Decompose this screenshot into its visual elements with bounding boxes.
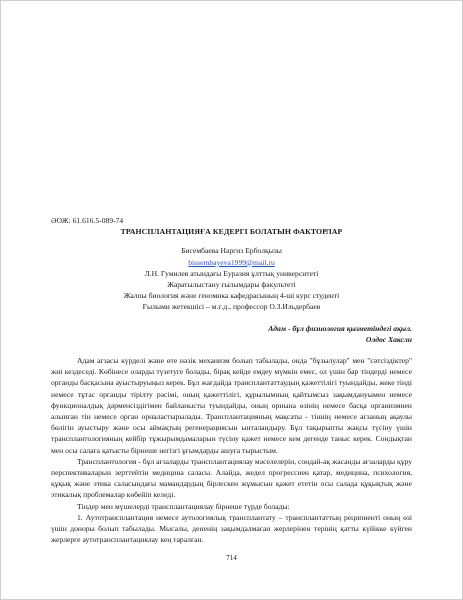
body-paragraph: Тіндер мен мүшелерді трансплантациялау бірнеше түрде болады: xyxy=(77,501,290,511)
body-paragraph: Адам ағзасы күрделі және өте нәзік механизм болып табылады, онда "бұзылулар" мен "сәтсіздіктер" жиі кездеседі. Көбінесе оларды түзетуге болады, бірақ кейде емдеу мүмкін емес, ол үшін бар тіндерді немесе органды басқасына ауыстыруыңыз керек. Бұл жағдайда трансплантаттаудың қажеттілігі туындайды, жеке тінді немесе тұтас органды тірілту рәсімі, оның қажеттілігі, құрылымның қайтымсыз зақымдануымен немесе функционалдық дәрменсіздігімен байланысты туындайды, оның орнына өзінің немесе басқа организмнен алынған тін немесе орган орналастырылады. Трансплантацияның мақсаты - тіннің немесе ағзаның ақаулы бөлігін ауыстыру және осы аймақтың регенерациясын ынталандыру. Бұл тақырыпты жақсы түсіну үшін трансплантологияның кейбір тұжырымдамаларын түсіну қажет немесе кем дегенде таныс керек. Сондықтан мен осы салаға қатысты бірнеше негізгі ұғымдарды ашуға тырыстым. xyxy=(51,356,412,455)
article-title: ТРАНСПЛАНТАЦИЯҒА КЕДЕРГІ БОЛАТЫН ФАКТОРЛАР xyxy=(120,227,343,237)
body-paragraph: 1. Аутотрансплантация немесе аутологиялық трансплантату – трансплантаттың реципиенті оның өзі үшін доноры болып табылады. Мысалы, дененің зақымдалмаған жерлерінен терінің қатты күйікке күйген жерлерге аутотрансплантациялау кең таралған. xyxy=(51,512,412,545)
epigraph-quote: Адам - бұл физиология қызметіндегі ақыл. xyxy=(268,323,412,333)
page-number: 714 xyxy=(226,554,237,562)
affiliation-supervisor: Ғылыми жетекшісі – м.ғ.д., профессор О.З.Ильдербаев xyxy=(142,302,321,312)
author-name: Бисембаева Наргиз Ерболқызы xyxy=(181,246,282,256)
article-content xyxy=(51,215,412,545)
affiliation-faculty: Жаратылыстану ғылымдары факультеті xyxy=(167,280,296,290)
body-paragraph: Трансплантология - бұл ағзаларды трансплантациялау мәселелерін, сондай-ақ жасанды ағзаларды құру перспективаларын зерттейтін медицина саласы. Алайда, жедел прогрессиен қатар, медицина, психология, құқық және этика саласындағы мамандардың бірлескен жұмысын қажет ететін осы салада құқықтық және этикалық проблемалар көбейіп келеді. xyxy=(51,456,413,500)
affiliation-university: Л.Н. Гумилев атындағы Еуразия ұлттық университеті xyxy=(144,268,319,278)
affiliation-department: Жалпы биология және геномика кафедрасының 4-ші курс студенті xyxy=(123,291,340,301)
epigraph-author: Олдос Хаксли xyxy=(365,334,412,344)
article-body xyxy=(51,355,412,545)
udc-code: ӘОЖ: 61.616.5-089-74 xyxy=(51,216,124,225)
author-email-link[interactable]: bissembayeva1999@mail.ru xyxy=(188,257,275,267)
author-email-line xyxy=(51,257,412,268)
